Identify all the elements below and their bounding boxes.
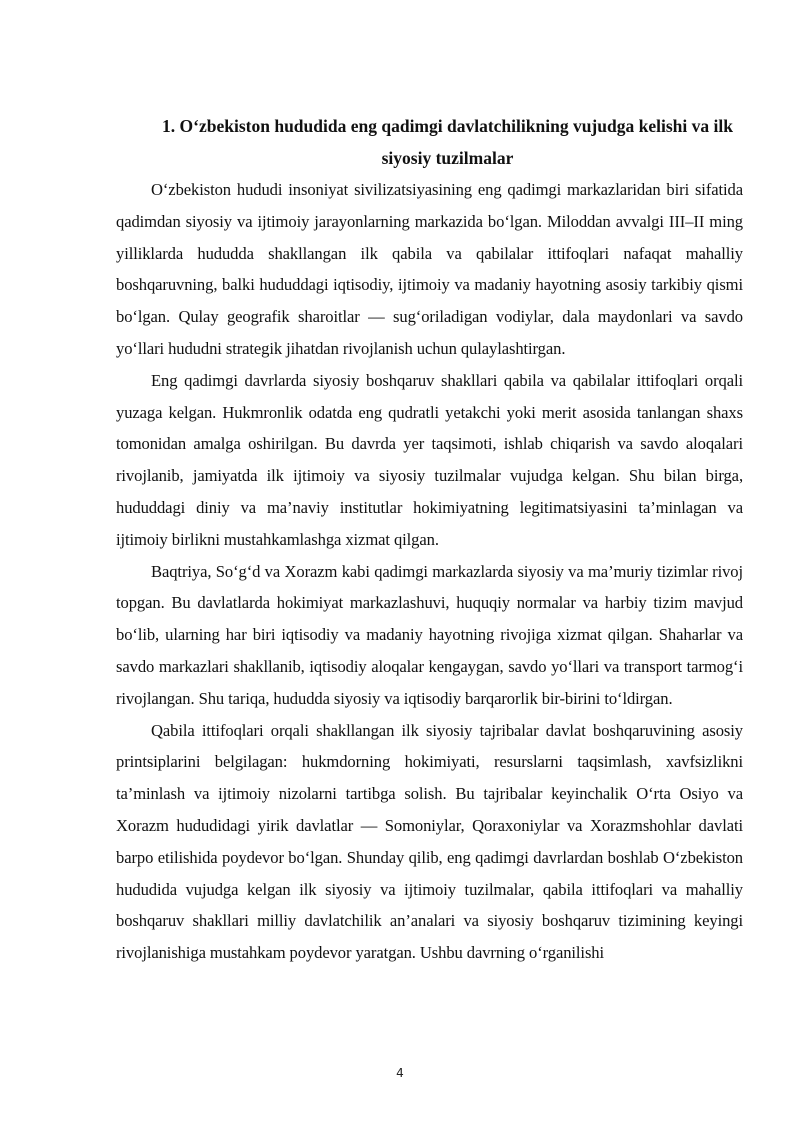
paragraph-3: Baqtriya, So‘g‘d va Xorazm kabi qadimgi markazlarda siyosiy va ma’muriy tizimlar rivoj topgan. Bu davlatlarda hokimiyat markazlashuvi, huquqiy normalar va harbiy tizim mavjud bo‘lib, ularning har biri iqtisodiy va madaniy hayotning rivojiga xizmat qilgan. Shaharlar va savdo markazlari shakllanib, iqtisodiy aloqalar kengaygan, savdo yo‘llari va transport tarmog‘i rivojlangan. Shu tariqa, hududda siyosiy va iqtisodiy barqarorlik bir-birini to‘ldirgan. — [116, 561, 743, 708]
document-body — [116, 110, 743, 969]
paragraph-1: O‘zbekiston hududi insoniyat sivilizatsiyasining eng qadimgi markazlaridan biri sifatida qadimdan siyosiy va ijtimoiy jarayonlarning markazida bo‘lgan. Miloddan avvalgi III–II ming yilliklarda hududda shakllangan ilk qabila va qabilalar ittifoqlari nafaqat mahalliy boshqaruvning, balki hududdagi iqtisodiy, ijtimoiy va madaniy hayotning asosiy tarkibiy qismi bo‘lgan. Qulay geografik sharoitlar — sug‘oriladigan vodiylar, dala maydonlari va savdo yo‘llari hududni strategik jihatdan rivojlanish uchun qulaylashtirgan. — [116, 180, 743, 358]
section-title: 1. O‘zbekiston hududida eng qadimgi davlatchilikning vujudga kelishi va ilk siyosiy tuzilmalar — [162, 116, 733, 168]
paragraph-4: Qabila ittifoqlari orqali shakllangan ilk siyosiy tajribalar davlat boshqaruvining asosiy printsiplarini belgilagan: hukmdorning hokimiyati, resurslarni taqsimlash, xavfsizlikni ta’minlash va ijtimoiy nizolarni tartibga solish. Bu tajribalar keyinchalik O‘rta Osiyo va Xorazm hududidagi yirik davlatlar — Somoniylar, Qoraxoniylar va Xorazmshohlar davlati barpo etilishida poydevor bo‘lgan. Shunday qilib, eng qadimgi davrlardan boshlab O‘zbekiston hududida vujudga kelgan ilk siyosiy va ijtimoiy tuzilmalar, qabila ittifoqlari va mahalliy boshqaruv shakllari milliy davlatchilik an’analari va siyosiy boshqaruv tizimining keyingi rivojlanishiga mustahkam poydevor yaratgan. Ushbu davrning o‘rganilishi — [116, 720, 743, 963]
paragraph-2: Eng qadimgi davrlarda siyosiy boshqaruv shakllari qabila va qabilalar ittifoqlari orqali yuzaga kelgan. Hukmronlik odatda eng qudratli yetakchi yoki merit asosida tanlangan shaxs tomonidan amalga oshirilgan. Bu davrda yer taqsimoti, ishlab chiqarish va savdo aloqalari rivojlanib, jamiyatda ilk ijtimoiy va siyosiy tuzilmalar vujudga kelgan. Shu bilan birga, hududdagi diniy va ma’naviy institutlar hokimiyatning legitimatsiyasini ta’minlagan va ijtimoiy birlikni mustahkamlashga xizmat qilgan. — [116, 370, 743, 549]
page-number: 4 — [396, 1066, 404, 1080]
